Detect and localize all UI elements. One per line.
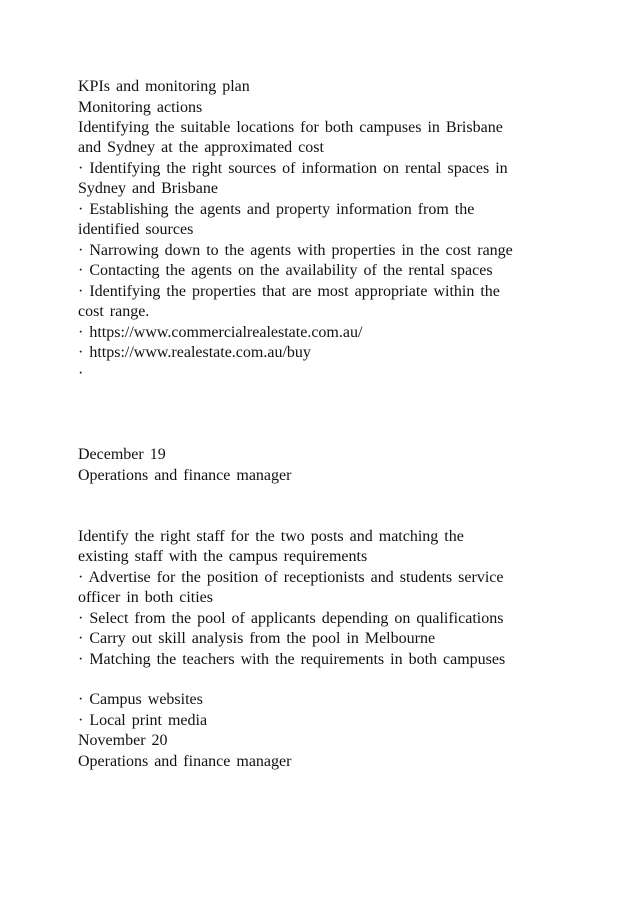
bullet-line: · Identifying the properties that are most appropriate within the	[78, 283, 500, 300]
text-line: existing staff with the campus requirements	[78, 548, 368, 565]
role-operations-finance-manager: Operations and finance manager	[78, 753, 292, 770]
bullet-line: · Carry out skill analysis from the pool in Melbourne	[78, 630, 436, 647]
heading-kpis: KPIs and monitoring plan	[78, 78, 250, 95]
text-line: officer in both cities	[78, 589, 213, 606]
role-operations-finance-manager: Operations and finance manager	[78, 467, 292, 484]
date-december-19: December 19	[78, 446, 166, 463]
bullet-line: · Contacting the agents on the availability of the rental spaces	[78, 262, 493, 279]
bullet-local-print-media: · Local print media	[78, 712, 208, 729]
text-line: Sydney and Brisbane	[78, 180, 218, 197]
bullet-link-commercialrealestate: · https://www.commercialrealestate.com.au/	[78, 324, 363, 341]
bullet-empty: ·	[78, 365, 84, 382]
subheading-monitoring-actions: Monitoring actions	[78, 99, 203, 116]
bullet-line: · Narrowing down to the agents with properties in the cost range	[78, 242, 513, 259]
bullet-line: · Identifying the right sources of information on rental spaces in	[78, 160, 508, 177]
text-line: identified sources	[78, 221, 194, 238]
bullet-campus-websites: · Campus websites	[78, 691, 203, 708]
text-line: and Sydney at the approximated cost	[78, 139, 324, 156]
text-line: Identifying the suitable locations for both campuses in Brisbane	[78, 119, 503, 136]
bullet-line: · Select from the pool of applicants depending on qualifications	[78, 610, 504, 627]
bullet-line: · Matching the teachers with the requirements in both campuses	[78, 651, 506, 668]
text-line: Identify the right staff for the two posts and matching the	[78, 528, 464, 545]
bullet-line: · Advertise for the position of receptionists and students service	[78, 569, 504, 586]
bullet-line: · Establishing the agents and property information from the	[78, 201, 475, 218]
bullet-link-realestate: · https://www.realestate.com.au/buy	[78, 344, 311, 361]
text-line: cost range.	[78, 303, 150, 320]
date-november-20: November 20	[78, 732, 168, 749]
